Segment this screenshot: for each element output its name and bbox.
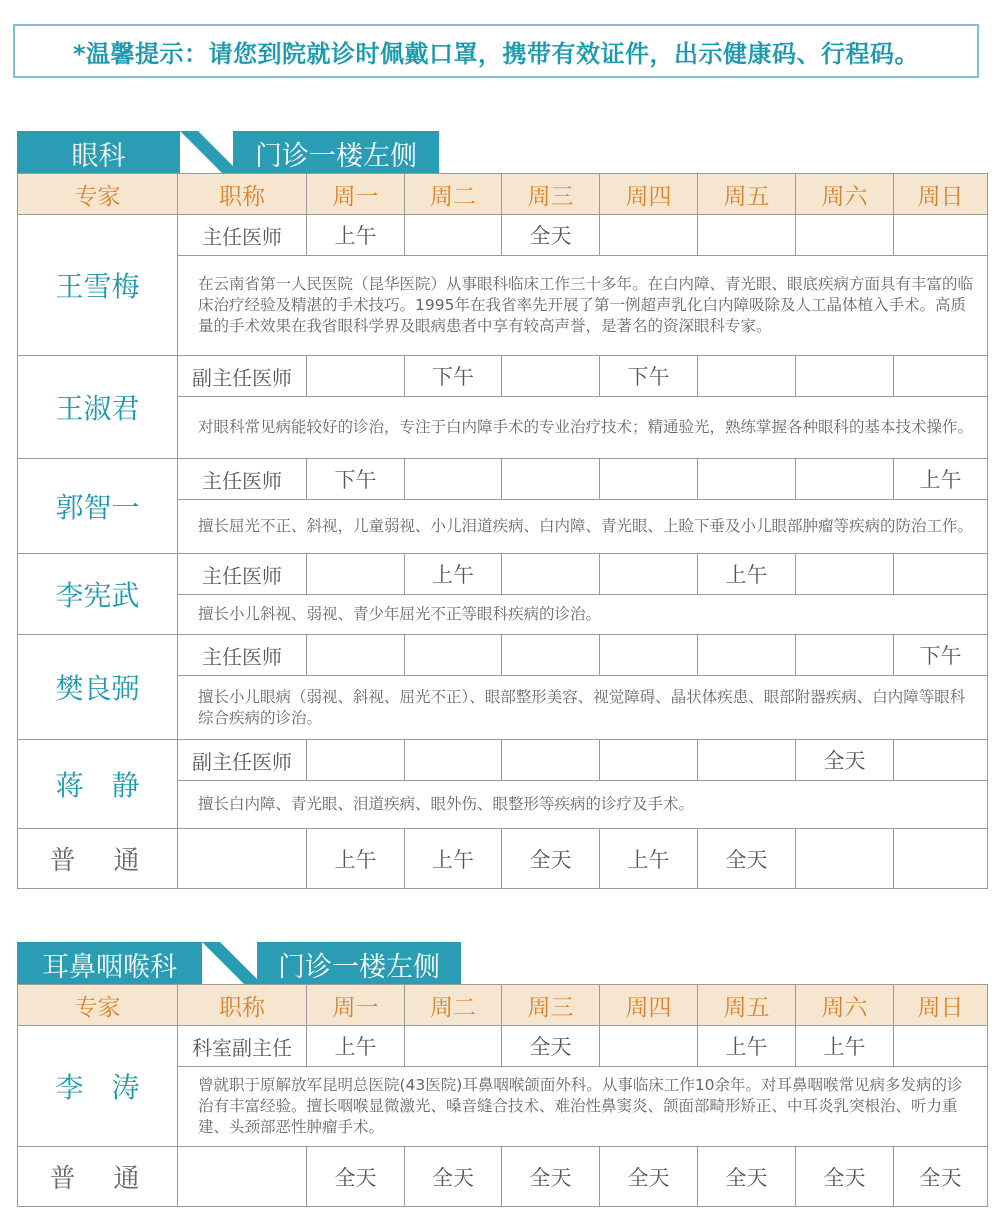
day-slot (502, 356, 600, 397)
col-header-thu: 周四 (600, 174, 698, 215)
doctor-schedule-row (18, 740, 988, 781)
col-header-expert: 专家 (18, 985, 178, 1026)
doctor-schedule-row (18, 215, 988, 256)
day-slot (698, 356, 796, 397)
department-header (17, 942, 987, 986)
department-name: 眼科 (17, 131, 180, 175)
header-row (18, 985, 988, 1026)
general-clinic-label: 普 通 (18, 1147, 178, 1207)
day-slot: 上午 (405, 554, 502, 595)
day-slot (894, 356, 988, 397)
day-slot (796, 215, 894, 256)
col-header-fri: 周五 (698, 174, 796, 215)
day-slot (600, 554, 698, 595)
day-slot: 全天 (698, 1147, 796, 1207)
schedule-table (17, 984, 988, 1207)
day-slot (796, 829, 894, 889)
day-slot: 上午 (698, 1026, 796, 1067)
day-slot: 全天 (502, 1147, 600, 1207)
day-slot (600, 635, 698, 676)
day-slot: 全天 (796, 740, 894, 781)
col-header-expert: 专家 (18, 174, 178, 215)
day-slot (894, 554, 988, 595)
day-slot: 下午 (894, 635, 988, 676)
day-slot (502, 740, 600, 781)
doctor-title: 主任医师 (178, 459, 307, 500)
day-slot (600, 1026, 698, 1067)
day-slot (796, 635, 894, 676)
doctor-name: 李宪武 (18, 554, 178, 635)
col-header-title: 职称 (178, 174, 307, 215)
doctor-title: 主任医师 (178, 554, 307, 595)
doctor-description: 在云南省第一人民医院（昆华医院）从事眼科临床工作三十多年。在白内障、青光眼、眼底疾病方面具有丰富的临床治疗经验及精湛的手术技巧。1995年在我省率先开展了第一例超声乳化白内障吸除及人工晶体植入手术。高质量的手术效果在我省眼科学界及眼病患者中享有较高声誉，是著名的资深眼科专家。 (178, 256, 988, 356)
doctor-schedule-row (18, 356, 988, 397)
day-slot (307, 740, 405, 781)
department-section-ophthalmology (17, 131, 987, 876)
col-header-sun: 周日 (894, 985, 988, 1026)
day-slot (502, 554, 600, 595)
day-slot (796, 459, 894, 500)
day-slot (502, 459, 600, 500)
doctor-name: 蒋 静 (18, 740, 178, 829)
col-header-sat: 周六 (796, 174, 894, 215)
general-clinic-label: 普 通 (18, 829, 178, 889)
col-header-wed: 周三 (502, 174, 600, 215)
department-header (17, 131, 987, 175)
doctor-name: 樊良弼 (18, 635, 178, 740)
day-slot: 下午 (405, 356, 502, 397)
day-slot: 全天 (502, 829, 600, 889)
doctor-title: 副主任医师 (178, 740, 307, 781)
schedule-table (17, 173, 988, 889)
notice-banner: *温馨提示：请您到院就诊时佩戴口罩，携带有效证件，出示健康码、行程码。 (13, 24, 979, 78)
doctor-title: 科室副主任 (178, 1026, 307, 1067)
doctor-name: 王雪梅 (18, 215, 178, 356)
col-header-thu: 周四 (600, 985, 698, 1026)
day-slot: 全天 (698, 829, 796, 889)
day-slot (405, 1026, 502, 1067)
day-slot (405, 459, 502, 500)
doctor-description: 擅长白内障、青光眼、泪道疾病、眼外伤、眼整形等疾病的诊疗及手术。 (178, 781, 988, 829)
day-slot: 上午 (405, 829, 502, 889)
doctor-description: 擅长屈光不正、斜视，儿童弱视、小儿泪道疾病、白内障、青光眼、上睑下垂及小儿眼部肿瘤等疾病的防治工作。 (178, 500, 988, 554)
day-slot: 上午 (307, 829, 405, 889)
general-title-empty (178, 829, 307, 889)
general-title-empty (178, 1147, 307, 1207)
col-header-mon: 周一 (307, 174, 405, 215)
day-slot (698, 740, 796, 781)
doctor-schedule-row (18, 554, 988, 595)
day-slot (600, 215, 698, 256)
doctor-name: 王淑君 (18, 356, 178, 459)
col-header-wed: 周三 (502, 985, 600, 1026)
header-row (18, 174, 988, 215)
day-slot (894, 740, 988, 781)
day-slot: 上午 (307, 1026, 405, 1067)
day-slot: 全天 (307, 1147, 405, 1207)
department-location: 门诊一楼左侧 (233, 131, 439, 175)
col-header-title: 职称 (178, 985, 307, 1026)
day-slot: 全天 (502, 1026, 600, 1067)
doctor-title: 主任医师 (178, 635, 307, 676)
day-slot (894, 215, 988, 256)
day-slot (698, 635, 796, 676)
col-header-mon: 周一 (307, 985, 405, 1026)
day-slot: 全天 (405, 1147, 502, 1207)
general-clinic-row (18, 1147, 988, 1207)
doctor-name: 李 涛 (18, 1026, 178, 1147)
day-slot: 全天 (796, 1147, 894, 1207)
day-slot: 全天 (894, 1147, 988, 1207)
day-slot (405, 740, 502, 781)
day-slot: 全天 (600, 1147, 698, 1207)
day-slot (502, 635, 600, 676)
department-name: 耳鼻咽喉科 (17, 942, 202, 986)
doctor-name: 郭智一 (18, 459, 178, 554)
day-slot (307, 635, 405, 676)
col-header-fri: 周五 (698, 985, 796, 1026)
day-slot (600, 740, 698, 781)
doctor-schedule-row (18, 1026, 988, 1067)
day-slot (698, 459, 796, 500)
day-slot: 上午 (894, 459, 988, 500)
day-slot (307, 554, 405, 595)
doctor-schedule-row (18, 459, 988, 500)
col-header-tue: 周二 (405, 985, 502, 1026)
day-slot (600, 459, 698, 500)
day-slot: 上午 (307, 215, 405, 256)
general-clinic-row (18, 829, 988, 889)
doctor-description: 曾就职于原解放军昆明总医院(43医院)耳鼻咽喉颌面外科。从事临床工作10余年。对耳鼻咽喉常见病多发病的诊治有丰富经验。擅长咽喉显微激光、嗓音缝合技术、难治性鼻窦炎、颌面部畸形矫正、中耳炎乳突根治、听力重建、头颈部恶性肿瘤手术。 (178, 1067, 988, 1147)
doctor-title: 主任医师 (178, 215, 307, 256)
day-slot: 上午 (600, 829, 698, 889)
day-slot: 全天 (502, 215, 600, 256)
col-header-tue: 周二 (405, 174, 502, 215)
day-slot (698, 215, 796, 256)
col-header-sat: 周六 (796, 985, 894, 1026)
day-slot (405, 635, 502, 676)
day-slot (796, 356, 894, 397)
doctor-description: 擅长小儿眼病（弱视、斜视、屈光不正）、眼部整形美容、视觉障碍、晶状体疾患、眼部附器疾病、白内障等眼科综合疾病的诊治。 (178, 676, 988, 740)
day-slot: 下午 (307, 459, 405, 500)
doctor-schedule-row (18, 635, 988, 676)
department-section-ent (17, 942, 987, 1194)
day-slot (796, 554, 894, 595)
doctor-title: 副主任医师 (178, 356, 307, 397)
day-slot: 下午 (600, 356, 698, 397)
doctor-description: 对眼科常见病能较好的诊治，专注于白内障手术的专业治疗技术；精通验光，熟练掌握各种眼科的基本技术操作。 (178, 397, 988, 459)
day-slot (894, 1026, 988, 1067)
doctor-description: 擅长小儿斜视、弱视、青少年屈光不正等眼科疾病的诊治。 (178, 595, 988, 635)
day-slot (894, 829, 988, 889)
day-slot (405, 215, 502, 256)
department-location: 门诊一楼左侧 (257, 942, 461, 986)
col-header-sun: 周日 (894, 174, 988, 215)
day-slot: 上午 (698, 554, 796, 595)
day-slot (307, 356, 405, 397)
day-slot: 上午 (796, 1026, 894, 1067)
